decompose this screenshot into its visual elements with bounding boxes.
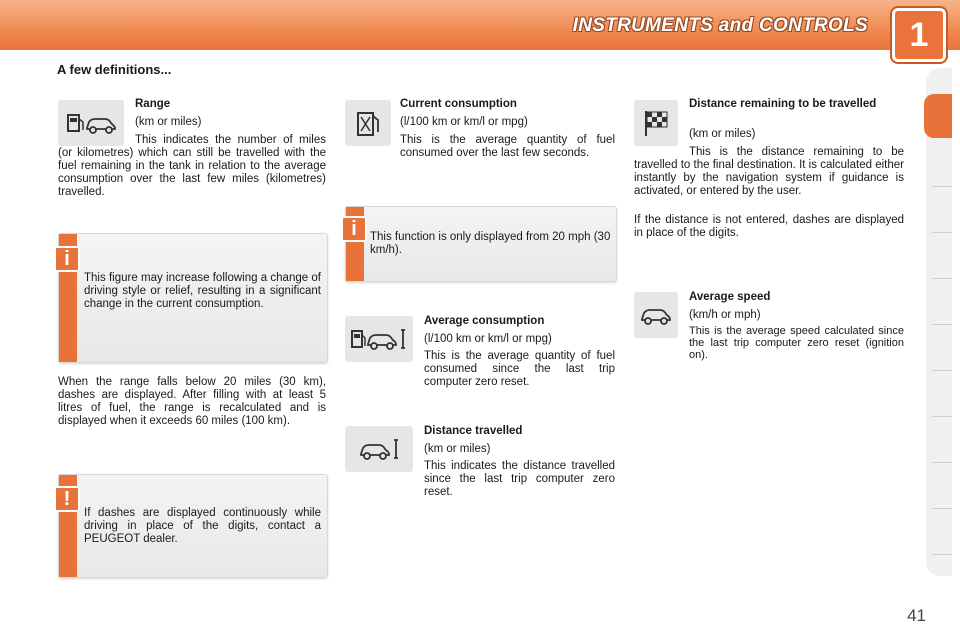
warning-note-dealer (58, 474, 328, 578)
average-speed-icon (634, 292, 678, 338)
range-description: This indicates the number of miles (or kilometres) which can still be travelled with the fuel remaining in the tank in relation to the average consumption over the last few miles (kilometres) travelled. (58, 134, 326, 198)
range-low-text: When the range falls below 20 miles (30 km), dashes are displayed. After filling with at least 5 litres of fuel, the range is recalculated and is displayed when it exceeds 60 miles (100 km). (58, 376, 326, 427)
warning-note-text: If dashes are displayed continuously while driving in place of the digits, contact a PEUGEOT dealer. (84, 507, 321, 545)
distance-remaining-title: Distance remaining to be travelled (689, 98, 877, 110)
chapter-title: INSTRUMENTS and CONTROLS (572, 15, 868, 36)
info-note-range (58, 233, 328, 363)
average-consumption-description: This is the average quantity of fuel consumed since the last trip computer zero reset. (424, 350, 615, 388)
info-icon: i (341, 216, 367, 242)
chapter-number-badge: 1 (892, 8, 946, 62)
chequered-flag-icon (634, 100, 678, 146)
chapter-tab (932, 554, 952, 555)
chapter-tab (932, 186, 952, 187)
range-title: Range (135, 98, 171, 110)
section-heading: A few definitions... (57, 62, 172, 77)
warning-icon: ! (54, 486, 80, 512)
chapter-tab-active (924, 94, 952, 138)
chapter-tab (932, 508, 952, 509)
average-consumption-units: (l/100 km or km/l or mpg) (424, 333, 552, 345)
distance-remaining-description: This is the distance remaining to be travelled to the final destination. It is calculated either instantly by the navigation system if guidance is activated, or entered by the user. (634, 146, 904, 197)
average-speed-title: Average speed (689, 291, 771, 303)
chapter-tab (932, 416, 952, 417)
distance-travelled-description: This indicates the distance travelled since the last trip computer zero reset. (424, 460, 615, 498)
average-consumption-title: Average consumption (424, 315, 545, 327)
distance-remaining-no-distance: If the distance is not entered, dashes are displayed in place of the digits. (634, 214, 904, 239)
chapter-tabs-sidebar (926, 68, 952, 576)
info-note-text: This figure may increase following a change of driving style or relief, resulting in a significant change in the current consumption. (84, 272, 321, 310)
chapter-tab (932, 324, 952, 325)
current-consumption-title: Current consumption (400, 98, 517, 110)
page-number: 41 (907, 606, 926, 625)
chapter-tab (932, 232, 952, 233)
distance-travelled-icon (345, 426, 413, 472)
average-consumption-icon (345, 316, 413, 362)
page-header (0, 0, 960, 54)
range-units: (km or miles) (135, 116, 202, 128)
info-note-text: This function is only displayed from 20 mph (30 km/h). (370, 231, 611, 256)
chapter-tab (932, 278, 952, 279)
distance-travelled-title: Distance travelled (424, 425, 523, 437)
current-consumption-description: This is the average quantity of fuel consumed over the last few seconds. (400, 134, 615, 159)
info-icon: i (54, 246, 80, 272)
average-speed-description: This is the average speed calculated since the last trip computer zero reset (ignition on). (689, 325, 904, 361)
fuel-pump-icon (345, 100, 391, 146)
chapter-tab (932, 462, 952, 463)
distance-travelled-units: (km or miles) (424, 443, 491, 455)
chapter-tab (932, 370, 952, 371)
current-consumption-units: (l/100 km or km/l or mpg) (400, 116, 528, 128)
distance-remaining-units: (km or miles) (689, 128, 756, 140)
info-note-current (345, 206, 617, 282)
average-speed-units: (km/h or mph) (689, 309, 761, 321)
